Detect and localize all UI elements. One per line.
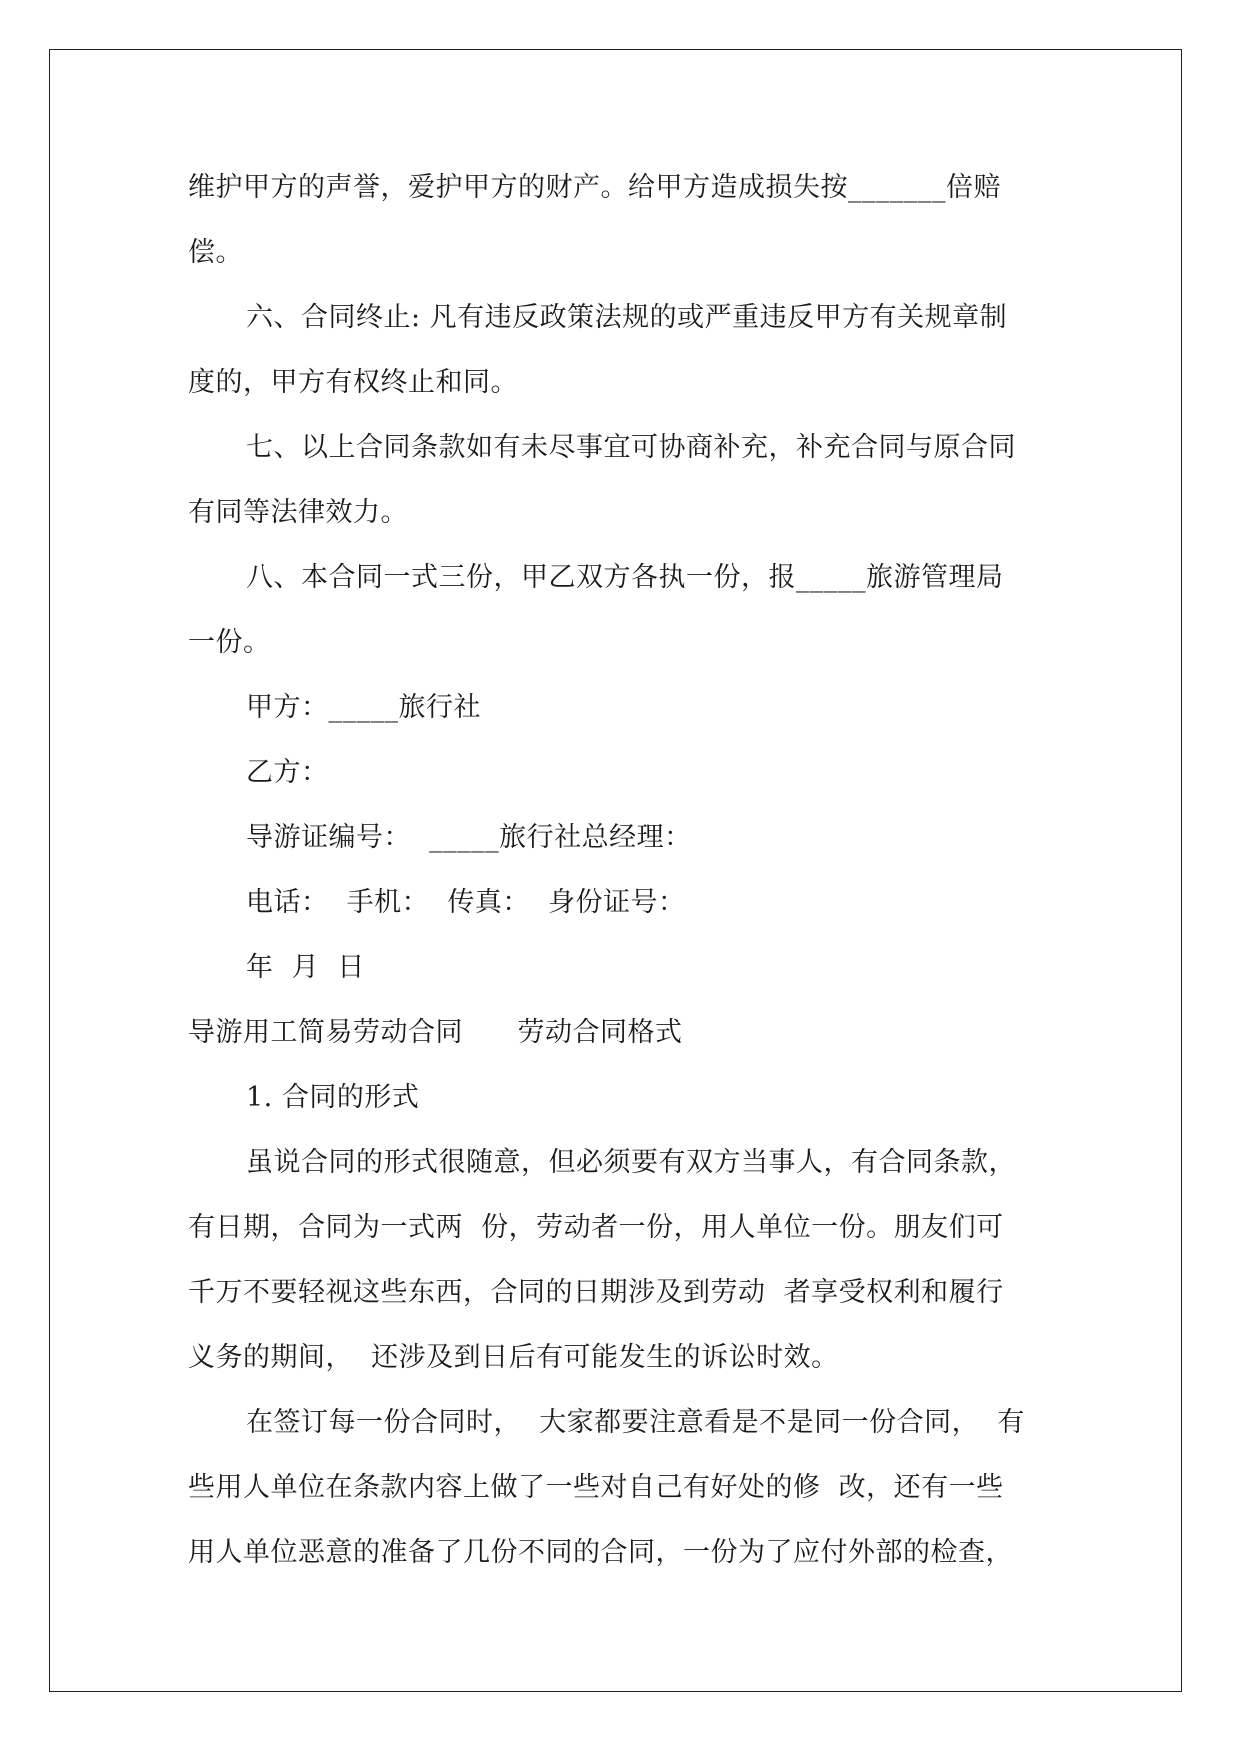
date-line: 年 月 日 (246, 952, 365, 983)
text-line: 八、本合同一式三份，甲乙双方各执一份，报_____旅游管理局 (246, 562, 1004, 593)
text-line: 六、合同终止: 凡有违反政策法规的或严重违反甲方有关规章制 (246, 302, 1008, 333)
subsection-heading: 1. 合同的形式 (246, 1082, 420, 1113)
text-line: 七、以上合同条款如有未尽事宜可协商补充，补充合同与原合同 (246, 432, 1016, 463)
contact-line: 电话： 手机： 传真： 身份证号： (246, 887, 686, 918)
text-line: 有同等法律效力。 (188, 497, 408, 528)
text-line: 度的，甲方有权终止和同。 (188, 367, 518, 398)
party-b-line: 乙方： (246, 757, 329, 788)
text-line: 用人单位恶意的准备了几份不同的合同，一份为了应付外部的检查， (188, 1537, 1013, 1568)
text-line: 些用人单位在条款内容上做了一些对自己有好处的修 改，还有一些 (188, 1472, 1004, 1503)
text-line: 维护甲方的声誉，爱护甲方的财产。给甲方造成损失按_______倍赔 (188, 172, 1001, 203)
guide-license-line: 导游证编号： _____旅行社总经理： (246, 822, 692, 853)
text-line: 一份。 (188, 627, 271, 658)
text-line: 有日期，合同为一式两 份，劳动者一份，用人单位一份。朋友们可 (188, 1212, 1004, 1243)
text-line: 千万不要轻视这些东西，合同的日期涉及到劳动 者享受权利和履行 (188, 1277, 1004, 1308)
text-line: 偿。 (188, 237, 243, 268)
text-line: 虽说合同的形式很随意，但必须要有双方当事人，有合同条款， (246, 1147, 1016, 1178)
text-line: 义务的期间， 还涉及到日后有可能发生的诉讼时效。 (188, 1342, 839, 1373)
document-body (188, 155, 1048, 1585)
text-line: 在签订每一份合同时， 大家都要注意看是不是同一份合同， 有 (246, 1407, 1025, 1438)
section-heading: 导游用工简易劳动合同 劳动合同格式 (188, 1017, 683, 1048)
party-a-line: 甲方：_____旅行社 (246, 692, 481, 723)
